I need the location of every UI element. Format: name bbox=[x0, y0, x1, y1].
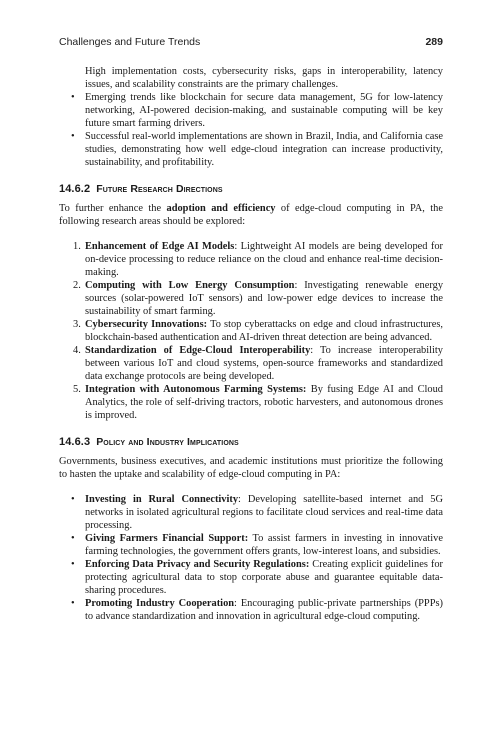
list-item: 2. Computing with Low Energy Consumption: Investigating renewable energy sources (solar-powered IoT sensors) and low-power edge devices to increase the sustainability of smart farming. bbox=[73, 280, 444, 317]
list-item: High implementation costs, cybersecurity risks, gaps in interoperability, latency issues, and scalability constraints are the primary challenges. bbox=[85, 66, 443, 90]
chapter-title: Challenges and Future Trends bbox=[59, 36, 201, 48]
list-item: • Enforcing Data Privacy and Security Regulations: Creating explicit guidelines for protecting agricultural data to stop corporate abuse and guarantee equitable data-sharing procedures. bbox=[59, 558, 443, 597]
section-number: 14.6.2 bbox=[59, 183, 91, 195]
page-number: 289 bbox=[425, 36, 443, 48]
list-item: • Successful real-world implementations are shown in Brazil, India, and California case studies, demonstrating how well edge-cloud integration can increase productivity, sustainability, and profitability. bbox=[59, 130, 443, 169]
running-header bbox=[59, 36, 443, 48]
policy-implications-list bbox=[59, 493, 443, 623]
section-title: Future Research Directions bbox=[96, 183, 223, 195]
section-heading-14-6-3 bbox=[59, 436, 443, 448]
section-number: 14.6.3 bbox=[59, 436, 91, 448]
book-page bbox=[59, 36, 443, 623]
list-item: 1. Enhancement of Edge AI Models: Lightweight AI models are being developed for on-device processing to reduce reliance on the cloud and enhance real-time decision-making. bbox=[73, 241, 443, 278]
section-heading-14-6-2 bbox=[59, 183, 443, 195]
list-item: • Investing in Rural Connectivity: Developing satellite-based internet and 5G networks in isolated agricultural regions to facilitate cloud services and real-time data processing. bbox=[59, 493, 443, 532]
list-item: 4. Standardization of Edge-Cloud Interoperability: To increase interoperability between various IoT and cloud systems, open-source frameworks and standardized data exchange protocols are being developed. bbox=[73, 345, 443, 382]
list-item: • Promoting Industry Cooperation: Encouraging public-private partnerships (PPPs) to advance standardization and innovation in agricultural edge-cloud computing. bbox=[59, 597, 443, 623]
list-item: • Giving Farmers Financial Support: To assist farmers in investing in innovative farming technologies, the government offers grants, low-interest loans, and subsidies. bbox=[59, 532, 443, 558]
list-item: 3. Cybersecurity Innovations: To stop cyberattacks on edge and cloud infrastructures, blockchain-based authentication and AI-driven threat detection are being advanced. bbox=[73, 319, 444, 343]
research-directions-list bbox=[59, 240, 443, 422]
section-intro: To further enhance the adoption and efficiency of edge-cloud computing in PA, the following research areas should be explored: bbox=[59, 203, 443, 227]
section-title: Policy and Industry Implications bbox=[96, 436, 239, 448]
section-intro: Governments, business executives, and academic institutions must prioritize the following to hasten the uptake and scalability of edge-cloud computing in PA: bbox=[59, 456, 443, 480]
summary-bullet-list bbox=[59, 65, 443, 169]
list-item: 5. Integration with Autonomous Farming Systems: By fusing Edge AI and Cloud Analytics, the role of self-driving tractors, robotic harvesters, and autonomous drones is improved. bbox=[73, 384, 443, 421]
list-item: • Emerging trends like blockchain for secure data management, 5G for low-latency networking, AI-powered decision-making, and sustainable computing will be key future smart farming drivers. bbox=[59, 91, 443, 130]
